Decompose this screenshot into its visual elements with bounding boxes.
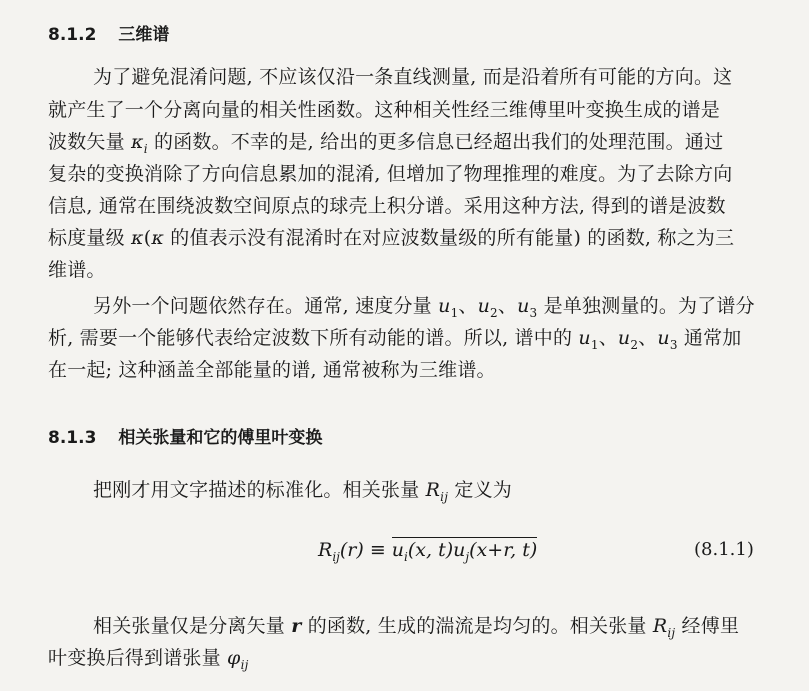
section-heading-8-1-2 — [48, 20, 169, 45]
math-symbol: κ — [131, 131, 144, 153]
paragraph-line: 波数矢量 $\kappa_i$ 的函数。不幸的是, 给出的更多信息已经超出我们的处理范围。通过 — [48, 131, 724, 156]
section-title: 相关张量和它的傅里叶变换 — [118, 428, 323, 448]
paragraph-line: 标度量级 κ(κ 的值表示没有混淆时在对应波数量级的所有能量) 的函数, 称之为三 — [48, 227, 735, 249]
paragraph-line: 析, 需要一个能够代表给定波数下所有动能的谱。所以, 谱中的 $u_1$、$u_2$、$u_3$ 通常加 — [48, 327, 742, 352]
section-number: 8.1.3 — [48, 428, 97, 448]
overline-average: $u_i(x$, $t)u_j(x+r$, t) — [391, 539, 538, 564]
paragraph-line: 信息, 通常在围绕波数空间原点的球壳上积分谱。采用这种方法, 得到的谱是波数 — [48, 195, 726, 217]
paragraph-line: 为了避免混淆问题, 不应该仅沿一条直线测量, 而是沿着所有可能的方向。这 — [93, 66, 733, 88]
paragraph-line: 另外一个问题依然存在。通常, 速度分量 $u_1$、$u_2$、$u_3$ 是单独测量的。为了谱分 — [93, 295, 755, 320]
equation-number: (8.1.1) — [694, 539, 754, 560]
paragraph-line: 把刚才用文字描述的标准化。相关张量 $R_{ij}$ 定义为 — [93, 479, 512, 504]
paragraph-line: 相关张量仅是分离矢量 r 的函数, 生成的湍流是均匀的。相关张量 $R_{ij}$ 经傅里 — [93, 615, 740, 640]
paragraph-line: 复杂的变换消除了方向信息累加的混淆, 但增加了物理推理的难度。为了去除方向 — [48, 163, 733, 185]
section-title: 三维谱 — [118, 25, 170, 45]
paragraph-line: 在一起; 这种涵盖全部能量的谱, 通常被称为三维谱。 — [48, 359, 496, 381]
equation-8-1-1: $R_{ij}(r) \equiv u_i(x$, $t)u_j(x+r$, t) — [318, 539, 538, 564]
paragraph-line: 维谱。 — [48, 259, 106, 281]
paragraph-line: 叶变换后得到谱张量 $\varphi_{ij}$ — [48, 647, 249, 672]
section-number: 8.1.2 — [48, 25, 97, 45]
paragraph-line: 就产生了一个分离向量的相关性函数。这种相关性经三维傅里叶变换生成的谱是 — [48, 99, 721, 121]
section-heading-8-1-3 — [48, 423, 322, 448]
